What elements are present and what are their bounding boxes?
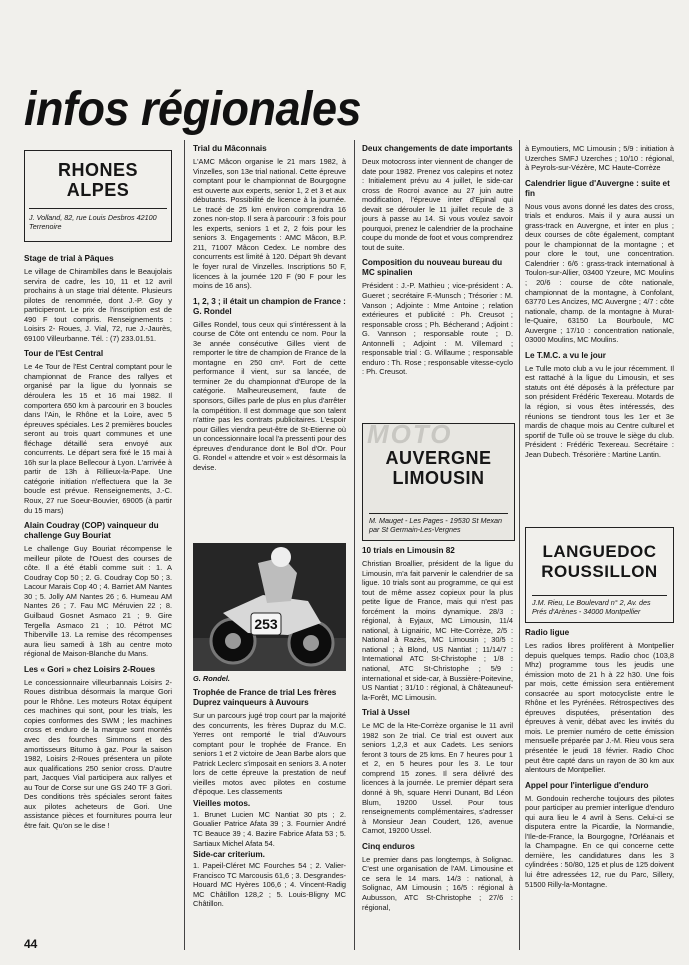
race-number: 253 — [254, 616, 278, 632]
region-title — [363, 448, 514, 488]
article-heading: Composition du nouveau bureau du MC spinalien — [362, 258, 503, 278]
column-4-lower — [525, 628, 674, 948]
article-heading: Tour de l'Est Central — [24, 349, 104, 359]
region-name: RHONES — [57, 160, 138, 180]
column-3 — [362, 144, 513, 416]
article-heading: Radio ligue — [525, 628, 570, 637]
article-heading: 10 trials en Limousin 82 — [362, 546, 455, 555]
article-heading: Stage de trial à Pâques — [24, 254, 114, 263]
column-2 — [193, 144, 346, 540]
article-body: Le premier dans pas longtemps, à Solignac. C'est une organisation de l'AM. Limousine et ce sera le 14 mars. 14/3 : national, à Solignac, AM Limousin ; 16/5 : régional à Aubusson, ATC St-Christophe ; 27/6 : régional, — [362, 854, 513, 912]
region-box-auvergne-limousin — [362, 419, 515, 541]
article-body: Christian Broallier, président de la ligue du Limousin, m'a fait parvenir le calendrier de sa ligue. 10 trials sont au programme, ce qui est tout de même assez copieux pour la plus petite ligue de France, mais qui n'est pas forcément la moins dynamique. 28/3 : régional, à Eyjaux, MC Limousin, 11/4 national, à Lignairic, MC Hte-Corrèze, 2/5 : National à Razès, MC Limousin ; 30/5 : national ; à Blond, US Nantiat ; 11/14/7 : International ATC St-Christophe ; 1/8 : national, ATC St-Christophe ; 5/9 : international et side-car, à Bussière-Poitevine, US Nantiat ; 31/10 : régional, à Châteauneuf-la-Forêt, MC Limousin. — [362, 559, 513, 702]
article-body: Gilles Rondel, tous ceux qui s'intéressent à la course de Côte ont entendu ce nom. Pour la 3e année consécutive Gilles vient de remporter le titre de champion de France de la montagne en 250 cm³. Fort de cette performance il vient, sur sa lancée, de terminer 2e du championnat d'Europe de la catégorie. Malheureusement, faute de sponsors, Gilles parle de plus en plus d'arrêter la compétition. Il est dommage que son talent n'attire pas les contrats publicitaires. L'espoir pour Gilles viendra peut-être de St-Etienne où un concessionnaire local l'a pressenti pour des épreuves d'endurance dont le Bol d'Or. Pour G. Rondel « attendre et voir » est désormais la devise. — [193, 319, 346, 472]
article-body: Le Tulle moto club a vu le jour récemment. Il est rattaché à la ligue du Limousin, et ses statuts ont été déposés à la préfecture par son président Frédéric Texereau. Motards de la région, si vous êtes intéressés, des réunions se tiendront tous les 1er et 3e mardis de chaque mois au Centre culturel et sportif de Tulle où se trouve le siège du club. Président : Frédéric Texereau. Secrétaire : Jean Dubech. Trésorière : Martine Lantin. — [525, 363, 674, 459]
region-address: J. Volland, 82, rue Louis Desbros 42100 Terrenoire — [29, 208, 167, 231]
article-body: Deux motocross inter viennent de changer de date pour 1982. Prenez vos calepins et notez : Initialement prévu au 4 juillet, le side-car cross de Rocroi avance au 27 juin autre modification, l'épreuve inter d'Epinal qui devait se dérouler le 11 juillet recule de 3 jours à passe au 14. Si vous voulez savoir pourquoi, prenez le calendrier de la prochaine coupe du monde de foot et vous comprendrez tout de suite. — [362, 157, 513, 252]
photo-caption: G. Rondel. — [193, 674, 230, 683]
article-heading: Cinq enduros — [362, 841, 415, 851]
region-name: ALPES — [66, 180, 130, 200]
article-body: M. Gondouin recherche toujours des pilotes pour participer au premier interligue d'enduro qui aura lieu le 4 avril à Sens. Celui-ci se disputera entre la Picardie, la Normandie, l'Ile-de-France, la Bourgogne, l'Orléanais et la Champagne. En ce qui concerne cette dernière, les candidatures dans les 3 cylindrées : 50/80, 125 et plus de 125 doivent lui être adressées 12, rue du Parc, Sillery, 51500 Rilly-la-Montagne. — [525, 793, 674, 889]
article-heading: Appel pour l'interligue d'enduro — [525, 780, 649, 790]
article-body: Le MC de la Hte-Corrèze organise le 11 avril 1982 son 2e trial. Ce trial est ouvert aux seniors 1,2,3 et aux Cadets. Les seniors feront 3 tours de 25 kms. En 7 heures pour 1 et 2, en 5 heures pour les 3. Le tour comprend 15 zones. Il sera délivré des licences à la journée. Le premier départ sera donné à 9h, square Henri Dunant, Bd Léon Blum, 19200 Ussel. Pour tous renseignements complémentaires, s'adresser à Monsieur Jean Coudert, 126, avenue Carnot, 19200 Ussel. — [362, 721, 513, 836]
article-heading: Les « Gori » chez Loisirs 2-Roues — [24, 664, 156, 674]
article-body: Le village de Chiramblles dans le Beaujolais servira de cadre, les 10, 11 et 12 avril prochains à un stage trial détente. Plusieurs pilotes de renommée, dont J.-P. Goy y participeront. Le prix de l'inscription est de 490 F tout compris. Renseignements : Loisirs 2- Roues, J. Vial, 72, rue J.-Jaurès, 69100 Villeurbanne. Tél. : (7) 233.01.51. — [24, 267, 172, 343]
article-body: Le 4e Tour de l'Est Central comptant pour le championnat de France des rallyes et organisé par la ligue du lyonnais se déroulera les 15 et 16 mai 1982. Il comportera 650 km à parcourir en 3 boucles dans l'Ain, le Rhône et la Loire, avec 5 épreuves spéciales. Les 2 premières boucles seront au trois quart communes et une fléchage détaillé sera envoyé aux concurrents. Le départ sera fixé le 15 mai à 16h sur la place Bellecour à Lyon. L'arrivée à partir de 13h à Rillieux-la-Pape. Une catégorie initiation n'effectuera que la 3e boucle est prévue. Renseignements, J.-C. Roux, 27 rue Soeur-Bouvier, 69005 (à partir du 15 mars) — [24, 362, 172, 515]
article-body: Nous vous avons donné les dates des cross, trials et enduros. Mais il y aura aussi un grass-track en Auvergne, et inter en plus ; deux courses de côte également, comptant pour le championnat de la montagne ; et pour clore le tout, une concentration. Calendrier : 6/6 : grass-track international à Toulon-sur-Allier, 03400 Yzeure, MC Moulins ; 20/6 : course de côte nationale, championnat de la montagne, à Confolant, 63770 Les Ancizes, MC Auvergne ; 4/7 : côte nationale, champ. de la montagne à Murat-le-Quaire, 63150 La Bourboule, MC Auvergne ; 17/10 : concentration nationale, 03000 Moulins, MC Moulins. — [525, 201, 674, 345]
article-subheading: Vieilles motos. — [193, 798, 251, 808]
article-body: Les radios libres prolifèrent à Montpellier depuis quelques temps. Radio choc (103,8 Mhz) programme tous les jeudis une émission moto de 21 h à 22 h30. Une fois par mois, cette émission sera entièrement consacrée au sport motocycliste entre le Rhône et les Pyrénées. Rétrospectives des épreuves disputées, présentation des épreuves à venir, débat avec les invités du mois. Le premier numéro de cette émission mensuelle préparée par J.-M. Rieu vous sera présentée le jeudi 18 février. Radio Choc peut être capté dans un rayon de 30 km aux alentours de Montpellier. — [525, 641, 674, 775]
article-body: L'AMC Mâcon organise le 21 mars 1982, à Vinzelles, son 13e trial national. Cette épreuve comptant pour le championnat de Bourgogne est ouverte aux experts, senior 1, 2 et 3 et aux débutants. Possibilité de licence à la journée. Le tracé de 25 km environ comprendra 16 zones non-stop. Il sera à parcourir : 3 fois pour les experts, seniors 1 et 2, 2 fois pour les seniors 3. Engagements : AMC Mâcon, B.P. 211, 71007 Mâcon Cedex. Le nombre des concurrents est limité à 120. Départ 9h devant le foyer rural de Vinzelles. Inscriptions 50 F, licences à la journée 120 F (90 F pour les moins de 16 ans). — [193, 157, 346, 291]
article-heading: Le T.M.C. a vu le jour — [525, 350, 606, 360]
article-heading: 1, 2, 3 ; il était un champion de France : G. Rondel — [193, 296, 346, 316]
column-1 — [24, 144, 172, 934]
column-rule — [354, 140, 355, 950]
region-address: M. Mauget - Les Pages - 19530 St Mexan par St Germain-Les-Vergnes — [369, 513, 508, 534]
article-body: 1. Papeil-Cléret MC Fourches 54 ; 2. Valier-Francisco TC Marcousis 61,6 ; 3. Desgrandes-Houard MC Hyères 106,6 ; 4. Vincent-Radig MC Châtillon 128,2 ; 5. Louis-Bligny MC Châtillon. — [193, 861, 346, 909]
article-body: Sur un parcours jugé trop court par la majorité des concurrents, les frères Dupraz du M.C. Yerres ont remporté le trial d'Auvours comptant pour le trophée de France. En seniors 1 et 2 victoire de Jean Barbe alors que Patrick Leclerc s'imposait en seniors 3. A noter lors de cette épreuve la prestation de neuf vieilles motos avec pilotes en costume d'époque. Les classements — [193, 711, 346, 797]
article-heading: Trial du Mâconnais — [193, 144, 267, 153]
region-name: LANGUEDOC — [542, 542, 657, 561]
article-heading: Trial à Ussel — [362, 708, 410, 718]
article-heading: Trophée de France de trial Les frères Duprez vainqueurs à Auvours — [193, 688, 337, 707]
article-body: à Eymoutiers, MC Limousin ; 5/9 : initiation à Uzerches SMFJ Uzerches ; 10/10 : régional, à Peyrols-sur-Vézère, MC Haute-Corrèze — [525, 144, 674, 173]
region-name: ROUSSILLON — [541, 562, 658, 581]
region-address: J.M. Rieu, Le Boulevard n° 2, Av. des Prés d'Arènes - 34000 Montpellier — [532, 595, 667, 616]
article-heading: Calendrier ligue d'Auvergne : suite et fin — [525, 178, 670, 198]
region-name: LIMOUSIN — [392, 468, 485, 488]
column-rule — [184, 140, 185, 950]
region-name: AUVERGNE — [385, 448, 492, 468]
motorcycle-photo — [193, 543, 346, 671]
article-heading: Deux changements de date importants — [362, 144, 513, 153]
column-4 — [525, 144, 674, 520]
article-body: Le challenge Guy Bouriat récompense le meilleur pilote de l'Ouest des courses de côte. Il a été établi comme suit : 1. A Coudray Cop 50 ; 2. G. Coudray Cop 50 ; 3. Lacour Marais Cop 40 ; 4. Barriet AM Nantes 30 ; 5. Jolly AM Nantes 26 ; 6. Humeau AM Nantes 26 ; 7. Fau MC Méruvien 22 ; 8. Guilbaud Gosnet Asmaco 21 ; 9. Gire Tergella Asmaco 21 ; 10. Pétrot MC Thiberville 13. La remise des récompenses aura lieu samedi à 18h au centre moto régional de Maison-Blanche du Mans. — [24, 544, 172, 659]
column-2-lower — [193, 688, 346, 948]
column-3-lower — [362, 546, 513, 946]
region-box-languedoc-roussillon — [525, 527, 674, 623]
column-rule — [519, 140, 520, 950]
watermark-logo: MOTO — [367, 419, 453, 449]
article-body: 1. Brunet Lucien MC Nantiat 30 pts ; 2. Goualier Patrice Afata 39 ; 3. Fournier André TC Beauce 39 ; 4. Bazire Fabrice Afata 53 ; 5. Sartiaux Michel Afata 54. — [193, 809, 346, 848]
page-title: infos régionales — [24, 80, 362, 136]
article-body: Le concessionnaire villeurbannais Loisirs 2-Roues distribua désormais la marque Gori pour le Rhône. Les moteurs Rotax équipent ces machines qui sont, pour les trials, les copies conformes des SWM ; les machines cross et enduro de la marque sont montés avec des fourches Simmons et des amortisseurs Bitumo à gaz. Pour la saison 1982, Loisirs 2-Roues présentera un pilote aux qualifications 250 senior cross. D'autre part, Jacques Vial participera aux rallyes et au Tour de Corse sur une GS 240 TF 3 Gori. Des conditions très spéciales seront faites aux pilotes acheteurs de Gori. Une assistance pièces et fournitures pourra leur être fait. Qu'on se le dise ! — [24, 677, 172, 830]
article-subheading: Side-car criterium. — [193, 850, 265, 860]
article-heading: Alain Coudray (COP) vainqueur du challenge Guy Bouriat — [24, 521, 159, 541]
region-box-rhones-alpes — [24, 150, 172, 242]
page-number: 44 — [24, 937, 38, 951]
article-body: Président : J.-P. Mathieu ; vice-président : A. Gueret ; secrétaire F.-Munsch ; Trésorier : M. Vanson ; Adjointe : Mme Antoine ; relation extérieures et publicité : Ph. Creusot ; responsable cross ; Ph. Bécherand ; Adjoint : G. Vannson ; responsable route ; D. Antonnelli ; Adjoint : M. Villemard ; responsable trial : G. Willaume ; responsable enduro : Th. Rose ; responsable vitesse-cyclo : Ph. Creusot. — [362, 281, 513, 377]
